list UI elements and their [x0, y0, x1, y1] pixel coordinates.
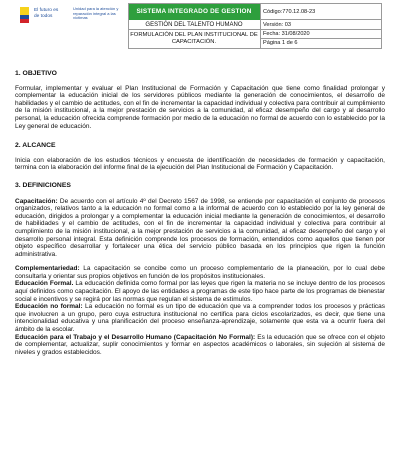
- definition-text: De acuerdo con el artículo 4º del Decreto 1567 de 1998, se entiende por capacitación el conjunto de procesos organizados, relativos tanto a la educación no formal como a la informal de acuerdo con lo establecido por la ley general de educación, dirigidos a prolongar y a complementar la educación inicial mediante la generación de conocimientos, el desarrollo de habilidades y el cambio de actitudes, con el fin de incrementar la capacidad individual y colectiva para contribuir al cumplimiento de la misión institucional, a la mejor prestación de servicios a la comunidad, al eficaz desempeño del cargo y el desarrollo personal integral. Esta definición comprende los procesos de formación, entendidos como aquellos que tienen por objeto específico desarrollar y fortalecer una ética del servicio público basada en los principios que rigen la función administrativa.: [15, 197, 385, 258]
- logo-sub-text: Unidad para la atención y reparación integral a las víctimas: [73, 6, 119, 21]
- colombia-flag-icon: [20, 7, 29, 23]
- document-title: FORMULACIÓN DEL PLAN INSTITUCIONAL DE CAPACITACIÓN.: [130, 32, 258, 45]
- definition-term: Complementariedad:: [15, 265, 80, 273]
- document-header: [15, 3, 382, 49]
- system-title: SISTEMA INTEGRADO DE GESTION: [128, 3, 260, 20]
- document-version: Versión: 03: [263, 22, 291, 28]
- definition-term: Educación no formal:: [15, 303, 83, 311]
- section-title-alcance: 2. ALCANCE: [15, 142, 56, 150]
- document-code: Código:770.12.08-23: [260, 3, 382, 20]
- section-title-objetivo: 1. OBJETIVO: [15, 70, 57, 77]
- document-body: [15, 60, 385, 356]
- definition-text: La educación definida como formal por las leyes que rigen la materia no se incluye dentro de los procesos aquí definidos como capacitación. El apoyo de las entidades a programas de este tipo hace parte de los programas de bienestar social e incentivos y se regirá por las normas que regulan el sistema de estímulos.: [15, 280, 386, 303]
- definition-term: Educación Formal.: [15, 280, 74, 288]
- objetivo-paragraph: Formular, implementar y evaluar el Plan Institucional de Formación y Capacitación que tiene como finalidad prolongar y complementar la educación inicial de los servidores públicos mediante la generación de conocimientos, el desarrollo de habilidades y el cambio de actitudes, con el fin de incrementar la capacidad individual y colectiva para contribuir al cumplimiento de la misión institucional, a la mejor prestación de servicios a la comunidad, al eficaz desempeño del cargo y al desarrollo personal, la educación ofrecida comprende formación por medio de la educación no formal de acuerdo con lo establecido por la Ley general de educación.: [15, 84, 385, 130]
- alcance-paragraph: Inicia con elaboración de los estudios técnicos y encuesta de identificación de necesidades de formación y capacitación, termina con la elaboración del informe final de la ejecución del Plan Institucional de Formación y Capacitación.: [15, 156, 385, 172]
- institution-logo: [15, 3, 128, 32]
- definition-educacion-formal: [15, 280, 385, 303]
- section-title-definiciones: 3. DEFINICIONES: [15, 181, 71, 189]
- definition-text: La capacitación se concibe como un proceso complementario de la planeación, por lo cual debe consultarla y orientar sus propios objetivos en función de los propósitos institucionales.: [15, 265, 385, 280]
- definition-capacitacion: [15, 198, 385, 259]
- definition-complementariedad: [15, 265, 385, 280]
- definition-text: Es la educación que se ofrece con el objeto de complementar, actualizar, suplir conocimientos y formar en aspectos académicos o laborales, sin sujeción al sistema de niveles y grados establecidos.: [15, 333, 386, 356]
- definition-term: Capacitación:: [15, 197, 58, 205]
- logo-main-text: El futuro es de todos: [34, 8, 59, 19]
- definition-term: Educación para el Trabajo y el Desarrollo Humano (Capacitación No Formal):: [15, 333, 256, 341]
- definition-educacion-no-formal: [15, 303, 385, 333]
- process-name: GESTIÓN DEL TALENTO HUMANO: [128, 20, 260, 30]
- definition-educacion-trabajo: [15, 334, 385, 357]
- page-number: Página 1 de 6: [263, 40, 298, 46]
- definition-text: La educación no formal es un tipo de educación que va a comprender todos los procesos y prácticas que involucren a un grupo, pero cuya estructura institucional no certifica para ciclos escolarizados, es decir, que tiene una intencionalidad educativa y una planificación del proceso enseñanza-aprendizaje, solamente que esta va a ocurrir fuera del ámbito de la escolar.: [15, 303, 386, 334]
- document-date: Fecha: 31/08/2020: [263, 31, 310, 37]
